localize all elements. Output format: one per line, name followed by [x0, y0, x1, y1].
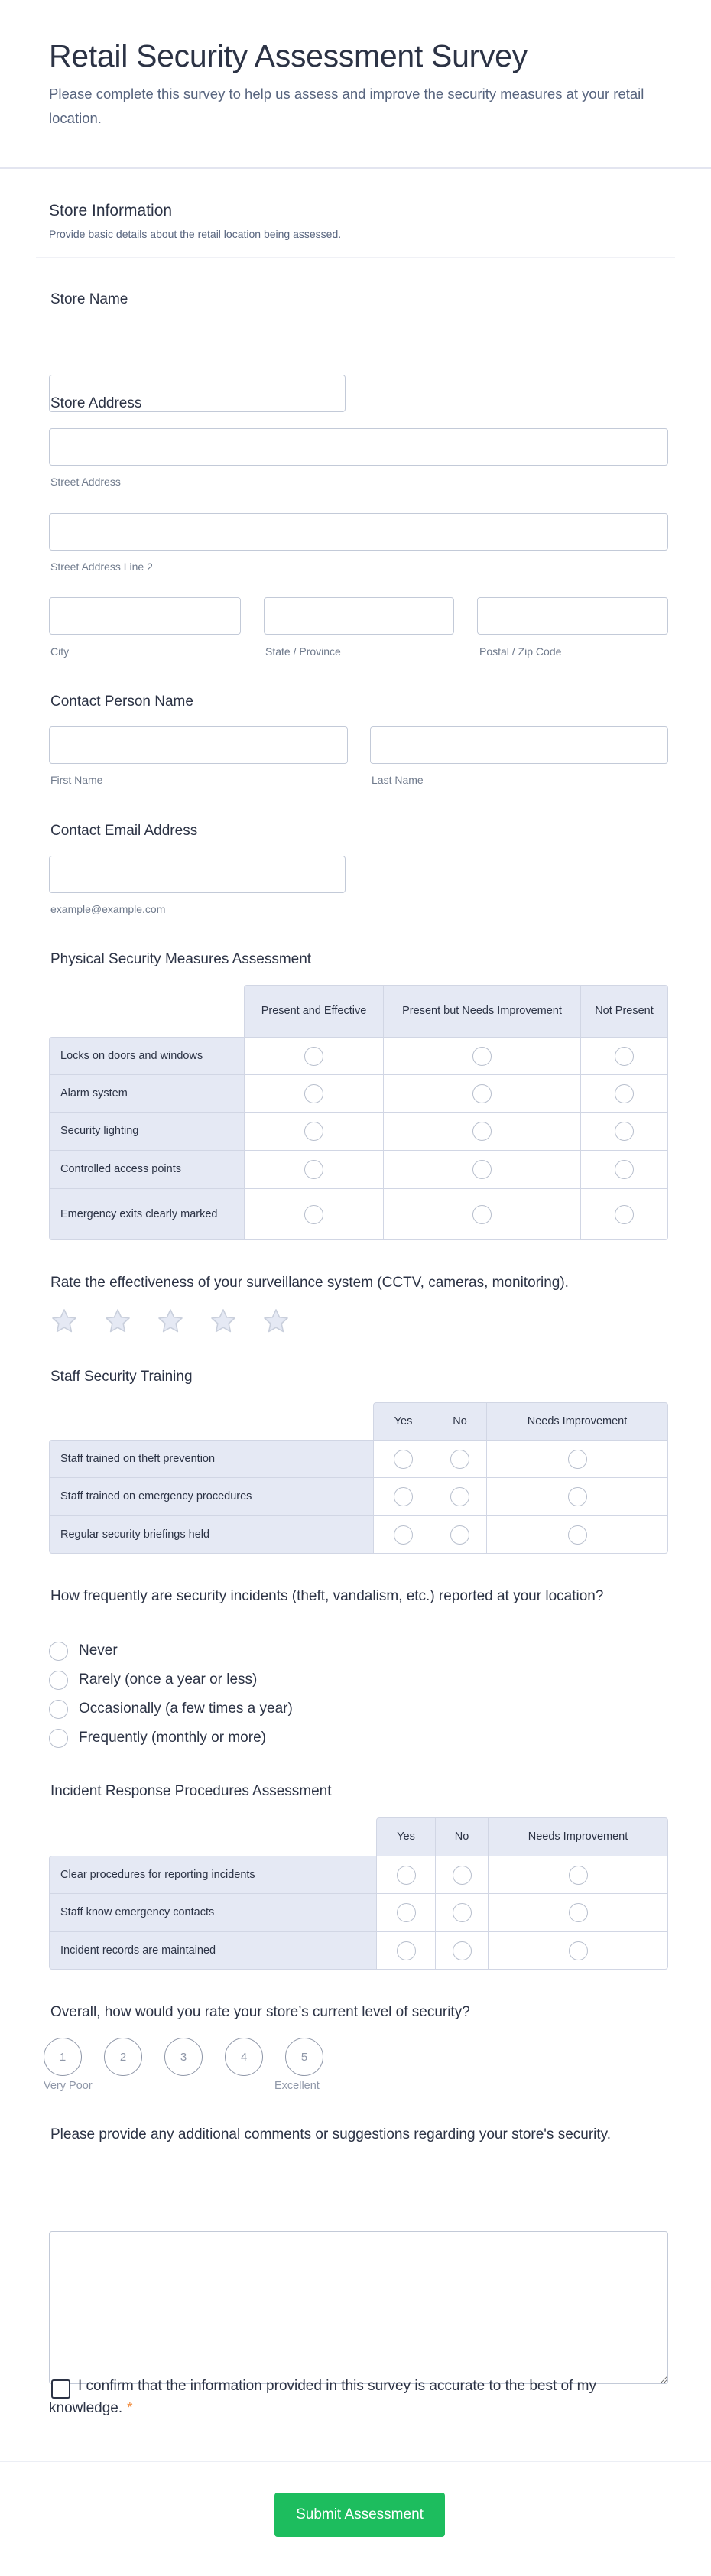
radio-button[interactable]: [615, 1084, 634, 1103]
radio-button[interactable]: [453, 1941, 472, 1960]
radio-button[interactable]: [472, 1160, 492, 1179]
row-label: Clear procedures for reporting incidents: [49, 1856, 377, 1894]
matrix-cell: [383, 1112, 581, 1151]
radio-button[interactable]: [472, 1205, 492, 1224]
option-label: Frequently (monthly or more): [79, 1730, 266, 1746]
radio-button[interactable]: [394, 1487, 413, 1506]
radio-button[interactable]: [397, 1941, 416, 1960]
matrix-cell: [580, 1037, 668, 1075]
required-marker: *: [127, 2400, 133, 2416]
column-header: No: [435, 1817, 489, 1856]
matrix-cell: [373, 1440, 433, 1478]
matrix-cell: [580, 1188, 668, 1240]
store-name-label: Store Name: [50, 291, 128, 307]
radio-button[interactable]: [397, 1903, 416, 1922]
radio-button[interactable]: [472, 1084, 492, 1103]
column-header: Not Present: [580, 985, 668, 1038]
radio-button[interactable]: [397, 1866, 416, 1885]
row-label: Security lighting: [49, 1112, 245, 1151]
state-sublabel: State / Province: [265, 645, 341, 658]
matrix-cell: [488, 1893, 668, 1932]
row-label: Staff trained on theft prevention: [49, 1440, 374, 1478]
option-rarely[interactable]: [49, 1669, 257, 1691]
option-label: Never: [79, 1642, 118, 1658]
matrix-cell: [433, 1515, 487, 1554]
row-label: Staff trained on emergency procedures: [49, 1477, 374, 1516]
first-name-input[interactable]: [49, 726, 348, 764]
star-outline-icon[interactable]: [155, 1307, 186, 1336]
column-header: Yes: [376, 1817, 436, 1856]
postal-code-sublabel: Postal / Zip Code: [479, 645, 562, 658]
radio-button[interactable]: [49, 1700, 68, 1719]
option-frequently[interactable]: [49, 1727, 266, 1749]
row-label: Alarm system: [49, 1074, 245, 1113]
radio-button[interactable]: [394, 1525, 413, 1545]
email-sublabel: example@example.com: [50, 903, 166, 915]
star-outline-icon[interactable]: [208, 1307, 239, 1336]
matrix-cell: [376, 1856, 436, 1894]
radio-button[interactable]: [569, 1903, 588, 1922]
state-input[interactable]: [264, 597, 454, 635]
radio-button[interactable]: [568, 1525, 587, 1545]
option-label: Occasionally (a few times a year): [79, 1701, 293, 1717]
contact-email-label: Contact Email Address: [50, 823, 198, 839]
physical-security-label: Physical Security Measures Assessment: [50, 951, 312, 967]
comments-textarea[interactable]: [49, 2231, 668, 2384]
radio-button[interactable]: [304, 1047, 323, 1066]
radio-button[interactable]: [49, 1729, 68, 1748]
matrix-cell: [383, 1150, 581, 1189]
page-title: Retail Security Assessment Survey: [49, 38, 528, 73]
matrix-cell: [435, 1931, 489, 1970]
radio-button[interactable]: [304, 1205, 323, 1224]
scale-high-caption: Excellent: [274, 2080, 320, 2092]
matrix-cell: [486, 1515, 668, 1554]
matrix-cell: [488, 1856, 668, 1894]
radio-button[interactable]: [453, 1866, 472, 1885]
email-input[interactable]: [49, 856, 346, 893]
comments-label: Please provide any additional comments or suggestions regarding your store's security.: [50, 2126, 612, 2142]
street-address-line2-input[interactable]: [49, 513, 668, 551]
radio-button[interactable]: [615, 1160, 634, 1179]
matrix-cell: [580, 1112, 668, 1151]
row-label: Regular security briefings held: [49, 1515, 374, 1554]
radio-button[interactable]: [453, 1903, 472, 1922]
matrix-cell: [244, 1150, 384, 1189]
matrix-cell: [488, 1931, 668, 1970]
scale-option-5[interactable]: 5: [285, 2038, 323, 2076]
matrix-cell: [373, 1477, 433, 1516]
overall-rating-label: Overall, how would you rate your store’s current level of security?: [50, 2004, 470, 2020]
matrix-cell: [383, 1188, 581, 1240]
radio-button[interactable]: [568, 1487, 587, 1506]
page-subtitle: Please complete this survey to help us assess and improve the security measures at your retail location.: [49, 86, 644, 126]
consent-label: [49, 2375, 599, 2419]
matrix-cell: [435, 1856, 489, 1894]
matrix-cell: [376, 1893, 436, 1932]
radio-button[interactable]: [49, 1671, 68, 1690]
consent-text: I confirm that the information provided in this survey is accurate to the best of my knowledge.: [49, 2378, 596, 2416]
star-outline-icon[interactable]: [261, 1307, 291, 1336]
footer-divider: [0, 2461, 711, 2462]
row-label: Controlled access points: [49, 1150, 245, 1189]
matrix-cell: [244, 1188, 384, 1240]
column-header: Needs Improvement: [488, 1817, 668, 1856]
radio-button[interactable]: [472, 1047, 492, 1066]
last-name-sublabel: Last Name: [372, 774, 424, 786]
scale-option-2[interactable]: 2: [104, 2038, 142, 2076]
radio-button[interactable]: [615, 1047, 634, 1066]
matrix-cell: [373, 1515, 433, 1554]
column-header: Needs Improvement: [486, 1402, 668, 1441]
submit-button[interactable]: Submit Assessment: [274, 2493, 445, 2537]
last-name-input[interactable]: [370, 726, 668, 764]
row-label: Incident records are maintained: [49, 1931, 377, 1970]
radio-button[interactable]: [394, 1450, 413, 1469]
matrix-cell: [383, 1074, 581, 1113]
radio-button[interactable]: [450, 1525, 469, 1545]
radio-button[interactable]: [569, 1941, 588, 1960]
matrix-cell: [580, 1150, 668, 1189]
store-address-label: Store Address: [50, 395, 142, 411]
radio-button[interactable]: [450, 1450, 469, 1469]
column-header: No: [433, 1402, 487, 1441]
radio-button[interactable]: [472, 1122, 492, 1141]
radio-button[interactable]: [304, 1084, 323, 1103]
matrix-cell: [376, 1931, 436, 1970]
matrix-cell: [433, 1477, 487, 1516]
postal-code-input[interactable]: [477, 597, 668, 635]
radio-button[interactable]: [568, 1450, 587, 1469]
matrix-cell: [580, 1074, 668, 1113]
header-divider: [0, 167, 711, 169]
city-sublabel: City: [50, 645, 70, 658]
matrix-cell: [244, 1074, 384, 1113]
section-description: Provide basic details about the retail location being assessed.: [49, 228, 342, 240]
surveillance-rating-label: Rate the effectiveness of your surveillance system (CCTV, cameras, monitoring).: [50, 1275, 569, 1291]
street-address-line2-sublabel: Street Address Line 2: [50, 560, 153, 573]
radio-button[interactable]: [615, 1205, 634, 1224]
option-label: Rarely (once a year or less): [79, 1671, 258, 1688]
option-never[interactable]: [49, 1640, 118, 1662]
incident-frequency-label: How frequently are security incidents (theft, vandalism, etc.) reported at your location?: [50, 1588, 604, 1604]
star-outline-icon[interactable]: [49, 1307, 80, 1336]
contact-name-label: Contact Person Name: [50, 694, 193, 710]
matrix-cell: [433, 1440, 487, 1478]
scale-option-4[interactable]: 4: [225, 2038, 263, 2076]
radio-button[interactable]: [450, 1487, 469, 1506]
matrix-cell: [435, 1893, 489, 1932]
scale-option-3[interactable]: 3: [164, 2038, 203, 2076]
radio-button[interactable]: [304, 1160, 323, 1179]
street-address-input[interactable]: [49, 428, 668, 466]
matrix-cell: [244, 1037, 384, 1075]
section-title-store-info: Store Information: [49, 202, 173, 219]
matrix-cell: [486, 1477, 668, 1516]
radio-button[interactable]: [49, 1642, 68, 1661]
scale-option-1[interactable]: 1: [44, 2038, 82, 2076]
column-header: Present and Effective: [244, 985, 384, 1038]
row-label: Staff know emergency contacts: [49, 1893, 377, 1932]
radio-button[interactable]: [304, 1122, 323, 1141]
column-header: Present but Needs Improvement: [383, 985, 581, 1038]
street-address-sublabel: Street Address: [50, 476, 121, 488]
row-label: Locks on doors and windows: [49, 1037, 245, 1075]
first-name-sublabel: First Name: [50, 774, 103, 786]
city-input[interactable]: [49, 597, 241, 635]
matrix-cell: [244, 1112, 384, 1151]
radio-button[interactable]: [569, 1866, 588, 1885]
matrix-cell: [383, 1037, 581, 1075]
row-label: Emergency exits clearly marked: [49, 1188, 245, 1240]
column-header: Yes: [373, 1402, 433, 1441]
staff-training-label: Staff Security Training: [50, 1369, 193, 1385]
option-occasionally[interactable]: [49, 1698, 293, 1720]
star-outline-icon[interactable]: [102, 1307, 133, 1336]
incident-response-label: Incident Response Procedures Assessment: [50, 1783, 332, 1799]
matrix-cell: [486, 1440, 668, 1478]
radio-button[interactable]: [615, 1122, 634, 1141]
scale-low-caption: Very Poor: [44, 2080, 93, 2092]
section-divider: [36, 257, 675, 258]
